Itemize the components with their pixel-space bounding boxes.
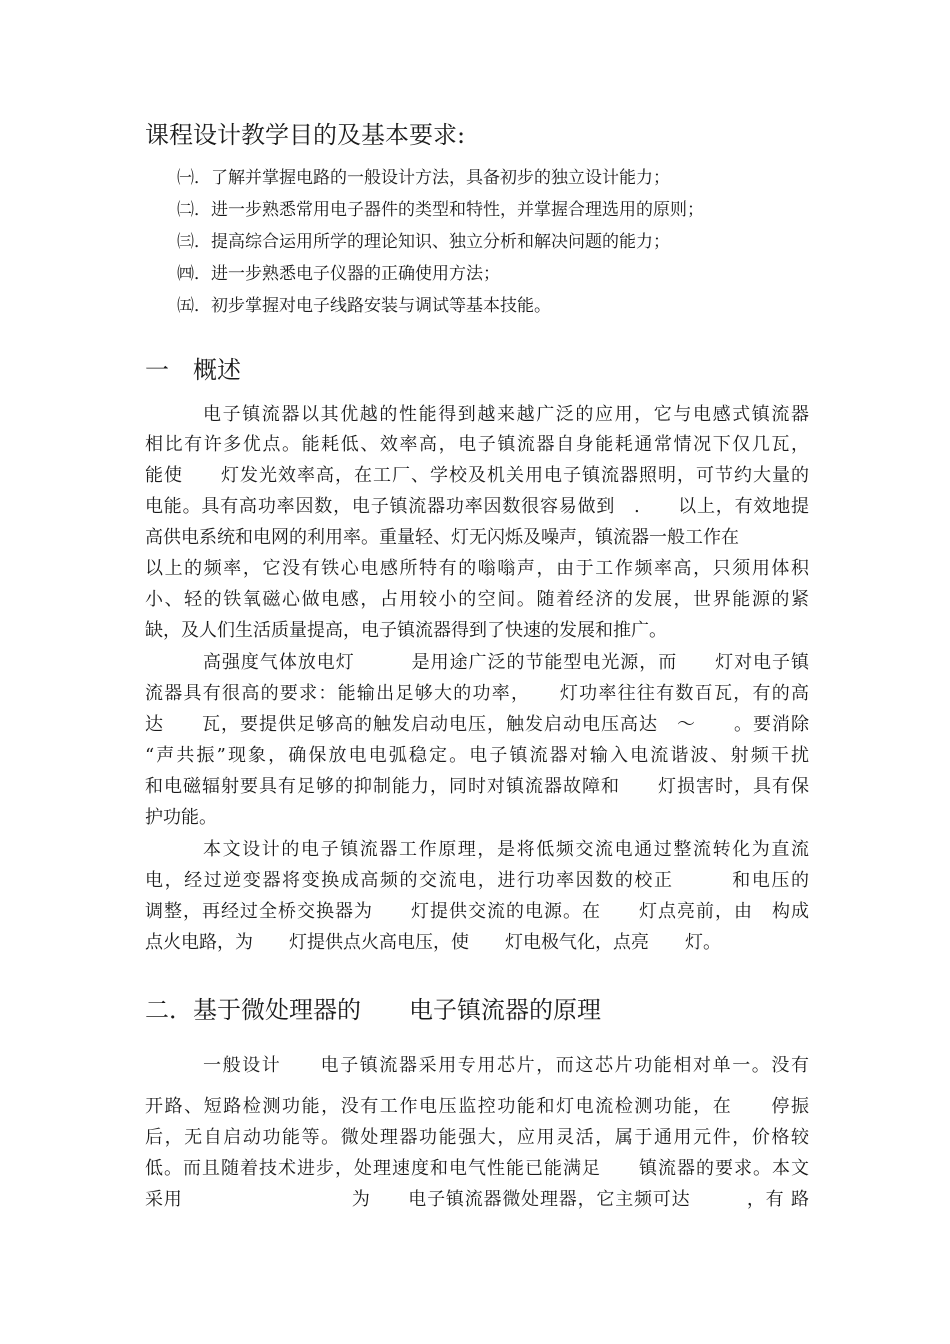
paragraph-line: 电，经过逆变器将变换成高频的交流电，进行功率因数的校正 和电压的 <box>145 870 809 891</box>
paragraph-line: 后，无自启动功能等。微处理器功能强大，应用灵活，属于通用元件，价格较 <box>145 1127 809 1148</box>
paragraph-line: 以上的频率，它没有铁心电感所特有的嗡嗡声，由于工作频率高，只须用体积 <box>145 558 809 579</box>
paragraph-line: 缺，及人们生活质量提高，电子镇流器得到了快速的发展和推广。 <box>145 620 667 641</box>
goal-item: ㈢．提高综合运用所学的理论知识、独立分析和解决问题的能力； <box>177 232 670 252</box>
paragraph-line: 电能。具有高功率因数，电子镇流器功率因数很容易做到 . 以上，有效地提 <box>145 496 809 517</box>
goal-item: ㈡．进一步熟悉常用电子器件的类型和特性，并掌握合理选用的原则； <box>177 200 704 220</box>
paragraph-line: 高供电系统和电网的利用率。重量轻、灯无闪烁及噪声，镇流器一般工作在 <box>145 527 739 548</box>
paragraph-line: 高强度气体放电灯 是用途广泛的节能型电光源，而 灯对电子镇 <box>203 652 809 673</box>
paragraph-line: 相比有许多优点。能耗低、效率高，电子镇流器自身能耗通常情况下仅几瓦， <box>145 434 809 455</box>
paragraph-line: 能使 灯发光效率高，在工厂、学校及机关用电子镇流器照明，可节约大量的 <box>145 465 809 486</box>
paragraph-line: 调整，再经过全桥交换器为 灯提供交流的电源。在 灯点亮前，由 构成 <box>145 901 809 922</box>
section-heading-principle: 二．基于微处理器的 电子镇流器的原理 <box>145 996 601 1024</box>
paragraph-line: 一般设计 电子镇流器采用专用芯片，而这芯片功能相对单一。没有 <box>203 1055 809 1076</box>
paragraph-line: 本文设计的电子镇流器工作原理，是将低频交流电通过整流转化为直流 <box>203 839 809 860</box>
paragraph-line: 达 瓦，要提供足够高的触发启动电压，触发启动电压高达 ～ 。要消除 <box>145 714 809 735</box>
paragraph-line: 和电磁辐射要具有足够的抑制能力，同时对镇流器故障和 灯损害时，具有保 <box>145 776 809 797</box>
goal-item: ㈣．进一步熟悉电子仪器的正确使用方法； <box>177 264 500 284</box>
paragraph-line: 流器具有很高的要求：能输出足够大的功率， 灯功率往往有数百瓦，有的高 <box>145 683 809 704</box>
page-title: 课程设计教学目的及基本要求: <box>145 121 466 149</box>
paragraph-line: 低。而且随着技术进步，处理速度和电气性能已能满足 镇流器的要求。本文 <box>145 1158 809 1179</box>
paragraph-line: 点火电路，为 灯提供点火高电压，使 灯电极气化，点亮 灯。 <box>145 932 721 953</box>
goal-item: ㈤．初步掌握对电子线路安装与调试等基本技能。 <box>177 296 551 316</box>
section-heading-overview: 一 概述 <box>145 356 241 384</box>
paragraph-line: 电子镇流器以其优越的性能得到越来越广泛的应用，它与电感式镇流器 <box>203 404 809 425</box>
paragraph-line: 开路、短路检测功能，没有工作电压监控功能和灯电流检测功能，在 停振 <box>145 1096 809 1117</box>
goal-item: ㈠．了解并掌握电路的一般设计方法，具备初步的独立设计能力； <box>177 168 670 188</box>
paragraph-line: 小、轻的铁氧磁心做电感，占用较小的空间。随着经济的发展，世界能源的紧 <box>145 589 809 610</box>
paragraph-line: “声共振”现象，确保放电电弧稳定。电子镇流器对输入电流谐波、射频干扰 <box>145 745 809 766</box>
paragraph-line: 护功能。 <box>145 807 217 828</box>
paragraph-line: 采用 为 电子镇流器微处理器，它主频可达 ，有 路 <box>145 1189 809 1210</box>
